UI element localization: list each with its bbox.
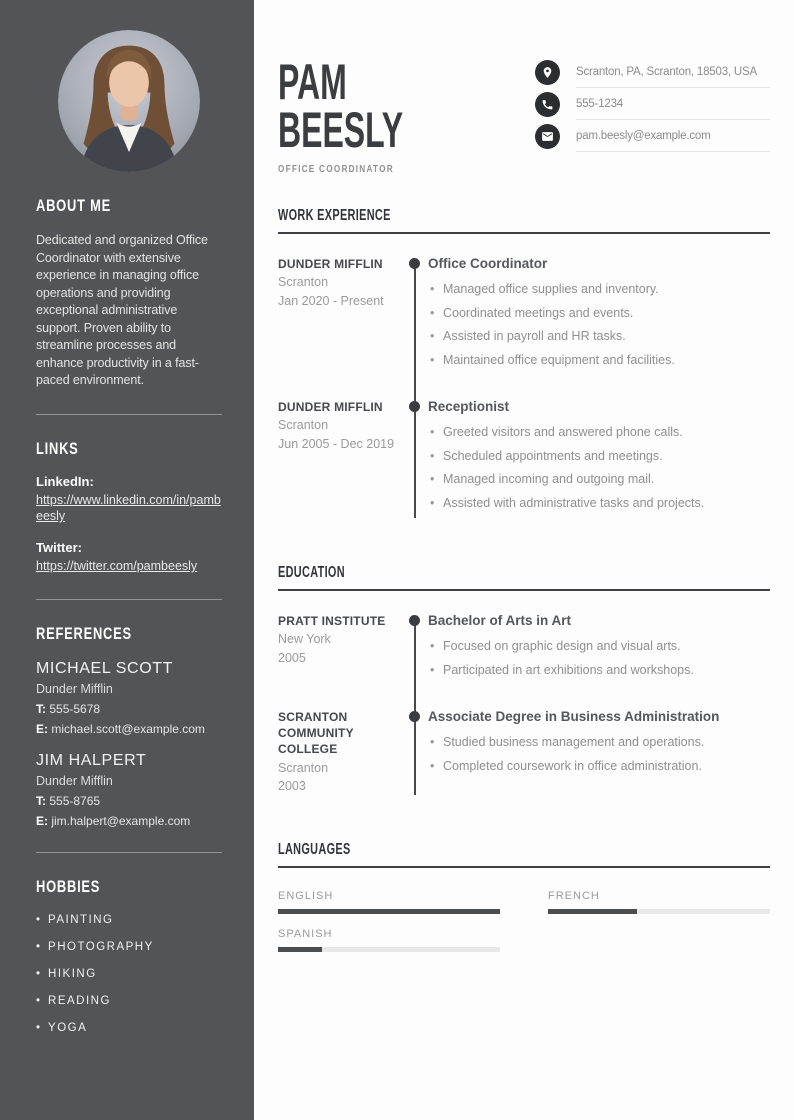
main-content [254, 0, 794, 1120]
school-name: SCRANTON COMMUNITY COLLEGE [278, 710, 354, 757]
bullet-item: • Scheduled appointments and meetings. [443, 448, 770, 466]
phone-label: T: [36, 702, 46, 717]
entry-dates: Jun 2005 - Dec 2019 [278, 436, 395, 451]
company-name: DUNDER MIFFLIN [278, 400, 383, 414]
entry-location: Scranton [278, 275, 329, 290]
language-bar [548, 909, 770, 914]
email-label: E: [36, 814, 48, 829]
entry-details [412, 613, 770, 685]
language-bar [278, 947, 500, 952]
degree-title: Bachelor of Arts in Art [428, 613, 572, 628]
languages-section [278, 841, 770, 966]
hobby-item: • YOGA [36, 1022, 222, 1034]
work-entry [278, 399, 770, 518]
email-value: michael.scott@example.com [51, 722, 205, 737]
entry-location: New York [278, 632, 331, 647]
degree-title: Associate Degree in Business Administration [428, 709, 720, 724]
link-label: Twitter: [36, 540, 82, 556]
school-name: PRATT INSTITUTE [278, 614, 386, 628]
timeline-dot [409, 401, 420, 412]
bullet-item: • Coordinated meetings and events. [443, 305, 770, 323]
work-entry [278, 256, 770, 375]
bullet-item: • Managed office supplies and inventory. [443, 281, 770, 299]
education-entry [278, 613, 770, 685]
entry-details [412, 709, 770, 795]
entry-dates: 2005 [278, 650, 306, 665]
phone-value: 555-8765 [49, 794, 101, 809]
education-section [278, 564, 770, 795]
link-label: LinkedIn: [36, 473, 94, 489]
reference-email [36, 722, 222, 736]
language-grid [278, 890, 770, 966]
language-name: FRENCH [548, 889, 600, 902]
language-item [548, 890, 770, 914]
contact-email: pam.beesly@example.com [576, 124, 770, 152]
reference-name: MICHAEL SCOTT [36, 660, 173, 678]
bullet-item: • Completed coursework in office administration. [443, 758, 770, 776]
bullet-item: • Studied business management and operations. [443, 734, 770, 752]
hobby-item: • READING [36, 995, 222, 1007]
work-experience-entries [278, 256, 770, 518]
language-bar-fill [278, 947, 322, 952]
language-name: ENGLISH [278, 889, 334, 902]
education-heading: EDUCATION [278, 564, 345, 581]
references-section [36, 624, 222, 828]
sidebar-divider [36, 414, 222, 415]
phone-value: 555-5678 [49, 702, 101, 717]
timeline-dot [409, 615, 420, 626]
timeline-dot [409, 711, 420, 722]
last-name: BEESLY [278, 102, 404, 158]
timeline-dot [409, 258, 420, 269]
sidebar [0, 0, 254, 1120]
bullet-list [428, 424, 770, 512]
reference-company: Dunder Mifflin [36, 774, 113, 789]
role-title: Office Coordinator [428, 256, 548, 271]
reference-phone [36, 794, 222, 808]
entry-meta [278, 613, 412, 685]
entry-location: Scranton [278, 760, 329, 775]
language-item [278, 890, 500, 914]
language-bar [278, 909, 500, 914]
language-item [278, 928, 500, 952]
email-label: E: [36, 722, 48, 737]
entry-meta [278, 256, 412, 375]
reference-item [36, 752, 222, 828]
link-item-linkedin [36, 474, 222, 526]
phone-icon [535, 92, 560, 117]
bullet-list [428, 734, 770, 775]
references-heading: REFERENCES [36, 624, 132, 644]
work-experience-section [278, 207, 770, 518]
bullet-item: • Focused on graphic design and visual arts. [443, 638, 770, 656]
section-header [278, 841, 770, 868]
contact-phone: 555-1234 [576, 92, 770, 120]
twitter-link[interactable]: https://twitter.com/pambeesly [36, 559, 198, 574]
profile-photo [58, 30, 200, 172]
entry-dates: Jan 2020 - Present [278, 293, 384, 308]
role-title: Receptionist [428, 399, 510, 414]
about-me-heading: ABOUT ME [36, 196, 111, 215]
company-name: DUNDER MIFFLIN [278, 257, 383, 271]
links-section [36, 439, 222, 576]
bullet-list [428, 638, 770, 679]
bullet-list [428, 281, 770, 369]
entry-details [412, 399, 770, 518]
link-item-twitter [36, 540, 222, 575]
entry-meta [278, 399, 412, 518]
entry-details [412, 256, 770, 375]
languages-heading: LANGUAGES [278, 840, 351, 858]
hobbies-heading: HOBBIES [36, 877, 101, 897]
about-section [36, 196, 222, 390]
education-entry [278, 709, 770, 795]
entry-dates: 2003 [278, 779, 306, 794]
candidate-name [278, 54, 404, 158]
reference-item [36, 660, 222, 736]
bullet-item: • Maintained office equipment and facilities. [443, 352, 770, 370]
language-bar-fill [278, 909, 500, 914]
name-block [278, 54, 473, 177]
entry-location: Scranton [278, 418, 329, 433]
hobby-item: • PAINTING [36, 914, 222, 926]
reference-phone [36, 702, 222, 716]
section-header [278, 207, 770, 234]
contact-block [535, 60, 770, 156]
contact-location: Scranton, PA, Scranton, 18503, USA [576, 60, 770, 88]
links-heading: LINKS [36, 438, 79, 458]
reference-email [36, 814, 222, 828]
location-pin-icon [535, 60, 560, 85]
section-header [278, 564, 770, 591]
bullet-item: • Assisted in payroll and HR tasks. [443, 328, 770, 346]
language-name: SPANISH [278, 927, 333, 940]
hobby-item: • PHOTOGRAPHY [36, 941, 222, 953]
sidebar-divider [36, 852, 222, 853]
hobby-list [36, 914, 222, 1034]
reference-company: Dunder Mifflin [36, 682, 113, 697]
contact-row-email [535, 124, 770, 152]
contact-row-phone [535, 92, 770, 120]
sidebar-divider [36, 599, 222, 600]
bullet-item: • Managed incoming and outgoing mail. [443, 471, 770, 489]
hobby-item: • HIKING [36, 968, 222, 980]
work-experience-heading: WORK EXPERIENCE [278, 207, 391, 224]
email-value: jim.halpert@example.com [51, 814, 191, 829]
bullet-item: • Participated in art exhibitions and workshops. [443, 662, 770, 680]
email-icon [535, 124, 560, 149]
hobbies-section [36, 877, 222, 1034]
first-name: PAM [278, 54, 347, 110]
linkedin-link[interactable]: https://www.linkedin.com/in/pambeesly [36, 492, 221, 524]
education-entries [278, 613, 770, 795]
bullet-item: • Assisted with administrative tasks and projects. [443, 495, 770, 513]
language-bar-fill [548, 909, 637, 914]
bullet-item: • Greeted visitors and answered phone calls. [443, 424, 770, 442]
contact-row-location [535, 60, 770, 88]
job-title: OFFICE COORDINATOR [278, 163, 394, 175]
phone-label: T: [36, 794, 46, 809]
entry-meta [278, 709, 412, 795]
reference-name: JIM HALPERT [36, 752, 147, 770]
resume-header [278, 54, 770, 177]
profile-photo-illustration [58, 30, 200, 172]
about-me-text: Dedicated and organized Office Coordinator with extensive experience in managing office operations and providing exceptional administrative support. Proven ability to streamline processes and enhance productivity in a fast-paced environment. [36, 233, 208, 387]
